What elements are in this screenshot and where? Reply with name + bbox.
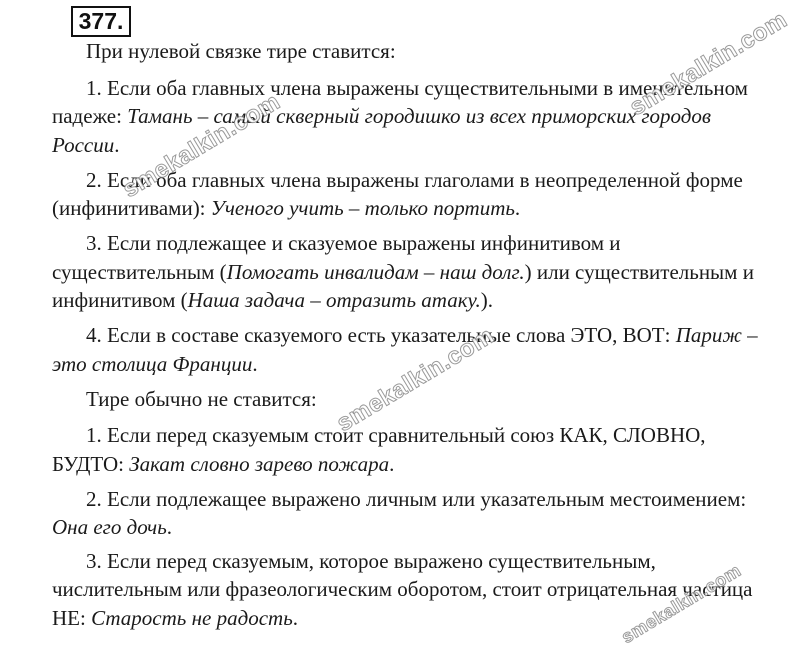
no-dash-rule-3 [52,547,780,633]
rule-tail: . [252,351,258,376]
rule-text: 4. Если в составе сказуемого есть указательные слова ЭТО, ВОТ: [86,323,676,347]
rule-text: 1. Если оба главных члена выражены существительными в именительном падеже: [52,75,748,128]
watermark: smekalkin.com [625,6,792,122]
dash-rule-1 [52,74,780,160]
rule-text: 3. Если перед сказуемым, которое выражено существительным, числительным или фразеологическим оборотом, стоит отрицательная частица НЕ: [52,548,753,630]
exercise-number-box: 377. [71,6,131,37]
rule-example: Париж – это столица Франции [52,323,758,376]
rule-text: 2. Если подлежащее выражено личным или указательным местоимением: [86,486,747,511]
dash-intro: При нулевой связке тире ставится: [86,39,396,63]
rule-middle: ) или существительным и инфинитивом ( [52,259,754,312]
dash-rule-2 [52,166,780,223]
rule-example: Помогать инвалидам – наш долг. [226,259,525,284]
exercise-content [52,37,780,639]
rule-tail: . [389,451,395,476]
rule-tail: . [114,132,120,157]
watermark: smekalkin.com [618,560,745,648]
rule-tail: . [292,605,299,630]
watermark: smekalkin.com [332,322,499,438]
rule-example: Она его дочь [52,515,167,539]
rule-example: Ученого учить – только портить [210,196,515,220]
no-dash-rule-2 [52,485,780,542]
rule-tail: ). [480,288,494,312]
rule-example-2: Наша задача – отразить атаку. [187,288,481,312]
rule-tail: . [514,196,521,220]
rule-example: Тамань – самый скверный городишко из всех приморских городов России [52,104,711,157]
rule-text: 1. Если перед сказуемым стоит сравнительный союз КАК, СЛОВНО, БУДТО: [52,423,706,476]
rule-text: 2. Если оба главных члена выражены глаголами в неопределенной форме (инфинитивами): [52,167,743,220]
rule-text: 3. Если подлежащее и сказуемое выражены инфинитивом и существительным ( [52,231,621,284]
no-dash-intro: Тире обычно не ставится: [86,386,317,411]
watermark: smekalkin.com [118,88,285,204]
dash-rule-4 [52,321,780,378]
rule-example: Старость не радость [91,605,293,630]
rule-tail: . [166,515,173,539]
no-dash-rule-1 [52,421,780,478]
dash-rule-3 [52,229,780,315]
rule-example: Закат словно зарево пожара [129,451,390,476]
